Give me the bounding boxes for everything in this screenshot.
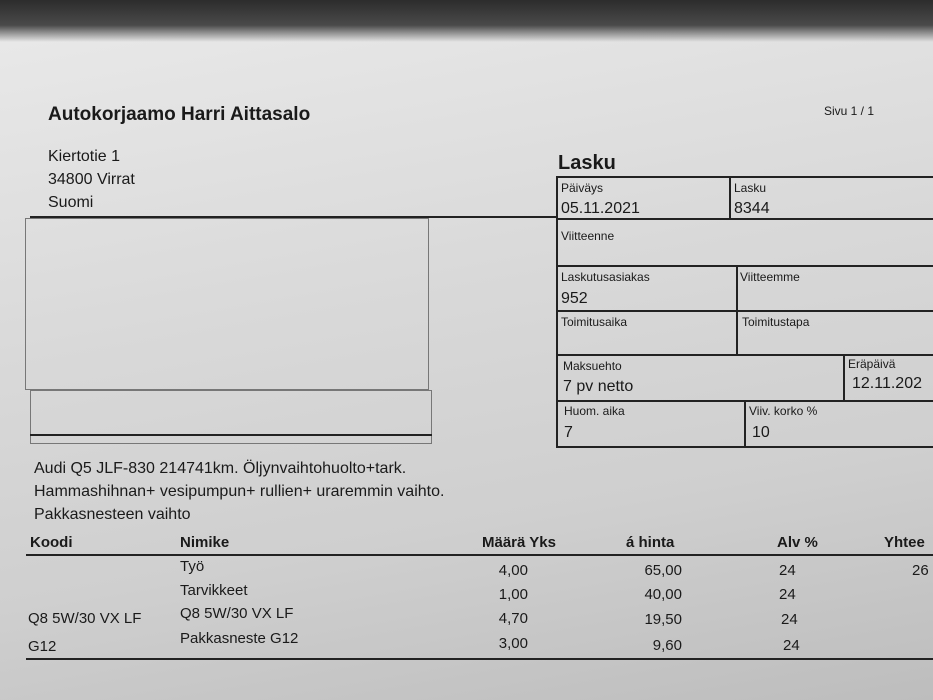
- your-reference-label: Viitteenne: [561, 229, 615, 243]
- address-country: Suomi: [48, 194, 94, 211]
- company-name: Autokorjaamo Harri Aittasalo: [48, 104, 311, 125]
- due-date-value: 12.11.202: [852, 375, 922, 392]
- document-title: Lasku: [558, 152, 616, 174]
- row-code: G12: [28, 638, 57, 655]
- our-reference-label: Viitteemme: [740, 270, 800, 284]
- row-vat: 24: [779, 586, 796, 603]
- table-header-rule: [26, 554, 933, 556]
- column-header-vat: Alv %: [777, 534, 818, 551]
- due-date-label: Eräpäivä: [848, 357, 896, 371]
- row-vat: 24: [783, 637, 800, 654]
- address-bottom-rule: [30, 434, 432, 436]
- work-description-line-2: Hammashihnan+ vesipumpun+ rullien+ uraremmin vaihto.: [34, 483, 445, 500]
- row-name: Työ: [180, 558, 205, 575]
- row-qty: 3,00: [498, 635, 528, 652]
- column-header-code: Koodi: [30, 534, 73, 551]
- row-qty: 4,70: [498, 610, 528, 627]
- delivery-method-label: Toimitustapa: [742, 315, 810, 329]
- row-vat: 24: [779, 562, 796, 579]
- row-price: 19,50: [644, 611, 682, 628]
- invoice-number-value: 8344: [734, 200, 770, 217]
- column-header-total: Yhtee: [884, 534, 925, 551]
- row-total: 26: [912, 562, 929, 579]
- page-number: Sivu 1 / 1: [824, 104, 875, 118]
- notice-time-label: Huom. aika: [564, 404, 625, 418]
- row-qty: 4,00: [498, 562, 528, 579]
- payment-terms-label: Maksuehto: [563, 359, 622, 373]
- address-city: 34800 Virrat: [48, 171, 135, 188]
- late-interest-label: Viiv. korko %: [749, 404, 818, 418]
- payment-terms-value: 7 pv netto: [563, 378, 634, 395]
- late-interest-value: 10: [752, 424, 770, 441]
- column-header-qty-unit: Määrä Yks: [482, 534, 556, 551]
- billing-customer-label: Laskutusasiakas: [561, 270, 650, 284]
- row-price: 65,00: [644, 562, 682, 579]
- work-description-line-3: Pakkasnesteen vaihto: [34, 506, 191, 523]
- date-value: 05.11.2021: [561, 200, 640, 217]
- billing-customer-value: 952: [561, 290, 588, 307]
- column-header-unit-price: á hinta: [626, 534, 675, 551]
- table-bottom-rule: [26, 658, 933, 660]
- address-street: Kiertotie 1: [48, 148, 121, 165]
- row-price: 40,00: [644, 586, 682, 603]
- row-name: Tarvikkeet: [180, 582, 248, 599]
- row-code: Q8 5W/30 VX LF: [28, 610, 142, 627]
- column-header-name: Nimike: [180, 534, 230, 551]
- background-shadow: [0, 0, 933, 42]
- date-label: Päiväys: [561, 181, 604, 195]
- row-price: 9,60: [652, 637, 682, 654]
- work-description-line-1: Audi Q5 JLF-830 214741km. Öljynvaihtohuolto+tark.: [34, 460, 407, 477]
- invoice-number-label: Lasku: [734, 181, 767, 195]
- row-vat: 24: [781, 611, 798, 628]
- recipient-address-box: [25, 218, 429, 390]
- notice-time-value: 7: [564, 424, 573, 441]
- row-name: Pakkasneste G12: [180, 630, 299, 647]
- delivery-time-label: Toimitusaika: [561, 315, 628, 329]
- row-name: Q8 5W/30 VX LF: [180, 605, 294, 622]
- row-qty: 1,00: [498, 586, 528, 603]
